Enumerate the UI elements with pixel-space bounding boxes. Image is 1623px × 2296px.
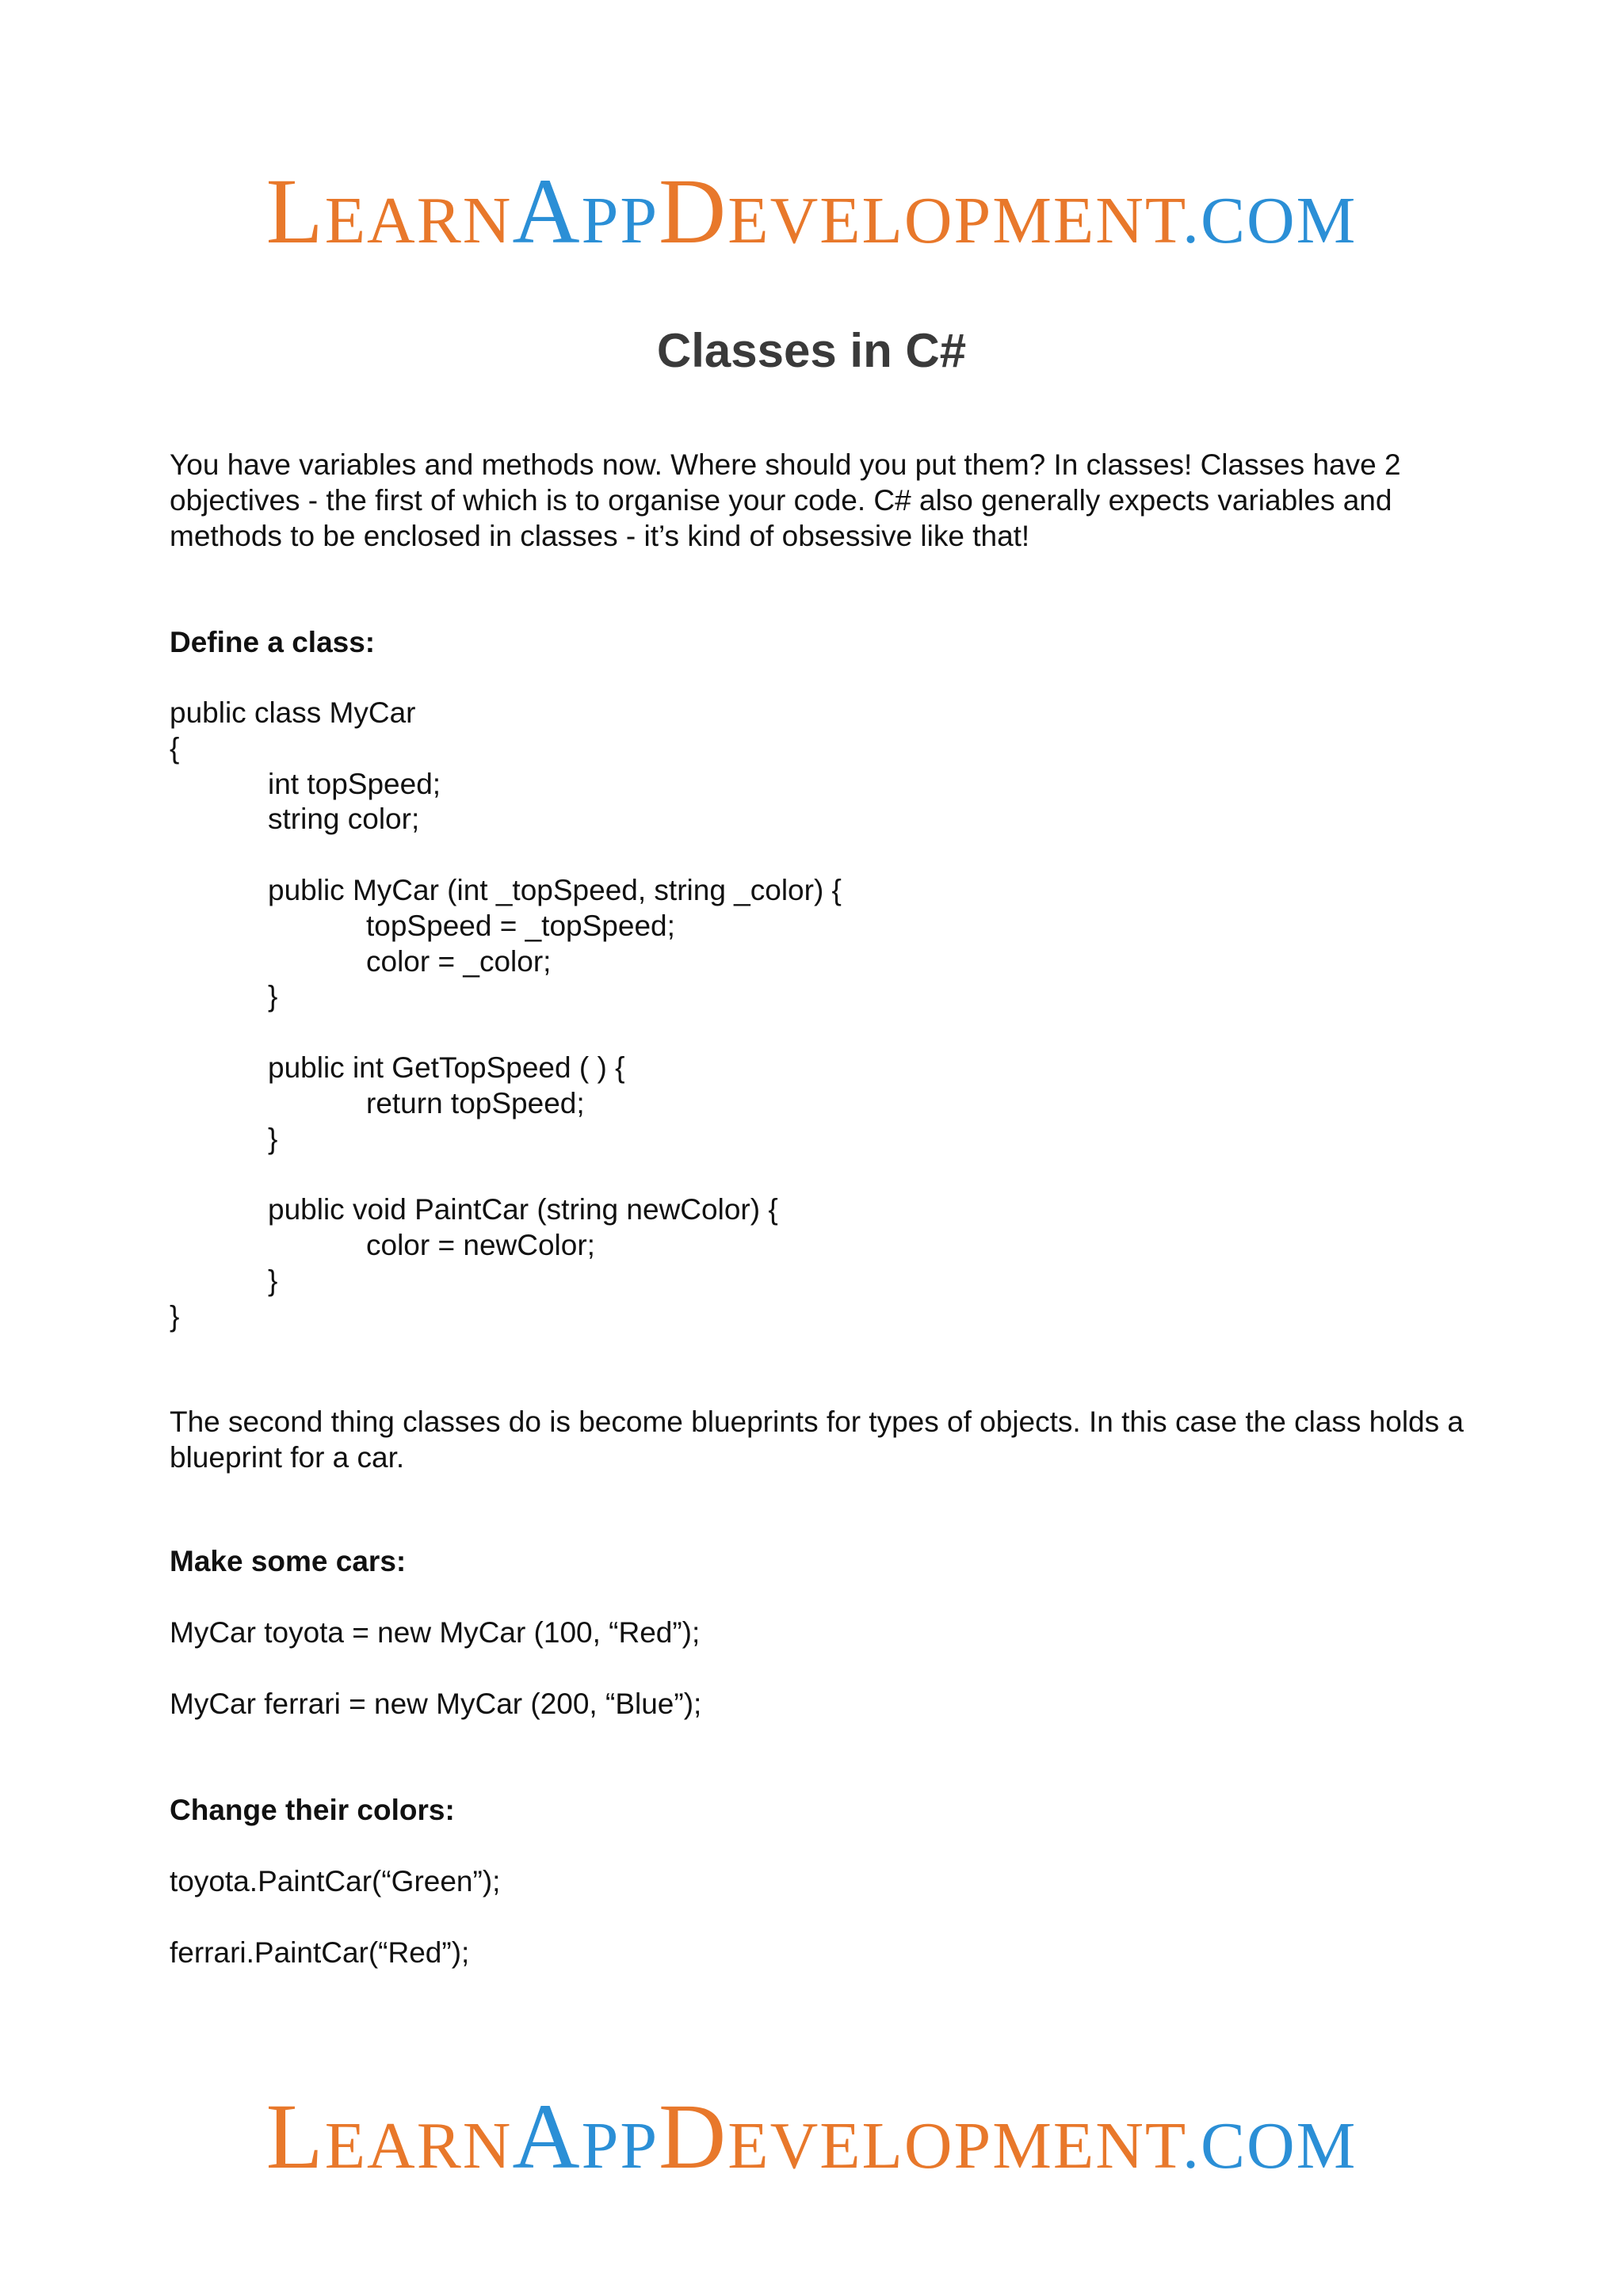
code-line: public void PaintCar (string newColor) { [268, 1193, 778, 1226]
code-line: } [268, 980, 278, 1013]
define-class-heading: Define a class: [170, 626, 376, 658]
code-line [170, 1015, 1469, 1051]
logo-letter: D [659, 159, 728, 263]
page-title: Classes in C# [656, 324, 967, 377]
change-colors-heading: Change their colors: [170, 1794, 455, 1826]
code-line: } [268, 1122, 278, 1155]
code-line [170, 1157, 1469, 1192]
logo-word-app: PP [581, 184, 659, 257]
logo-word-learn: EARN [324, 184, 513, 257]
logo-letter: L [265, 2084, 325, 2188]
code-line: color = newColor; [366, 1228, 595, 1261]
change-statement: ferrari.PaintCar(“Red”); [170, 1936, 470, 1969]
code-line: { [170, 731, 180, 765]
logo-letter: A [512, 2084, 582, 2188]
code-line: } [170, 1299, 180, 1333]
code-line: return topSpeed; [366, 1086, 585, 1119]
code-line: color = _color; [366, 944, 552, 978]
logo-word-com: .COM [1182, 2109, 1358, 2183]
code-line: } [268, 1264, 278, 1297]
change-statement: toyota.PaintCar(“Green”); [170, 1865, 501, 1897]
make-statement: MyCar ferrari = new MyCar (200, “Blue”); [170, 1688, 702, 1720]
code-line: public int GetTopSpeed ( ) { [268, 1051, 625, 1084]
code-line: public MyCar (int _topSpeed, string _color) { [268, 873, 842, 906]
make-cars-heading: Make some cars: [170, 1545, 407, 1577]
logo-letter: D [659, 2084, 728, 2188]
intro-paragraph: You have variables and methods now. Where should you put them? In classes! Classes have 2 objectives - the first of which is to organise your code. C# also generally expects variables and methods to be enclosed in classes - it’s kind of obsessive like that! [170, 448, 1401, 552]
code-line: int topSpeed; [268, 767, 441, 800]
code-line [170, 837, 1469, 873]
site-logo-bottom [0, 2084, 1623, 2188]
logo-word-development: EVELOPMENT [727, 2109, 1182, 2183]
logo-word-development: EVELOPMENT [727, 184, 1182, 257]
site-logo-top [0, 159, 1623, 263]
code-line: topSpeed = _topSpeed; [366, 909, 675, 942]
make-statement: MyCar toyota = new MyCar (100, “Red”); [170, 1616, 701, 1649]
logo-word-learn: EARN [324, 2109, 513, 2183]
logo-letter: A [512, 159, 582, 263]
code-line: public class MyCar [170, 696, 416, 729]
code-line: string color; [268, 803, 420, 836]
blueprint-paragraph: The second thing classes do is become blueprints for types of objects. In this case the class holds a blueprint for a car. [170, 1405, 1464, 1474]
logo-letter: L [265, 159, 325, 263]
logo-word-app: PP [581, 2109, 659, 2183]
class-code-block [170, 696, 1469, 1334]
logo-word-com: .COM [1182, 184, 1358, 257]
